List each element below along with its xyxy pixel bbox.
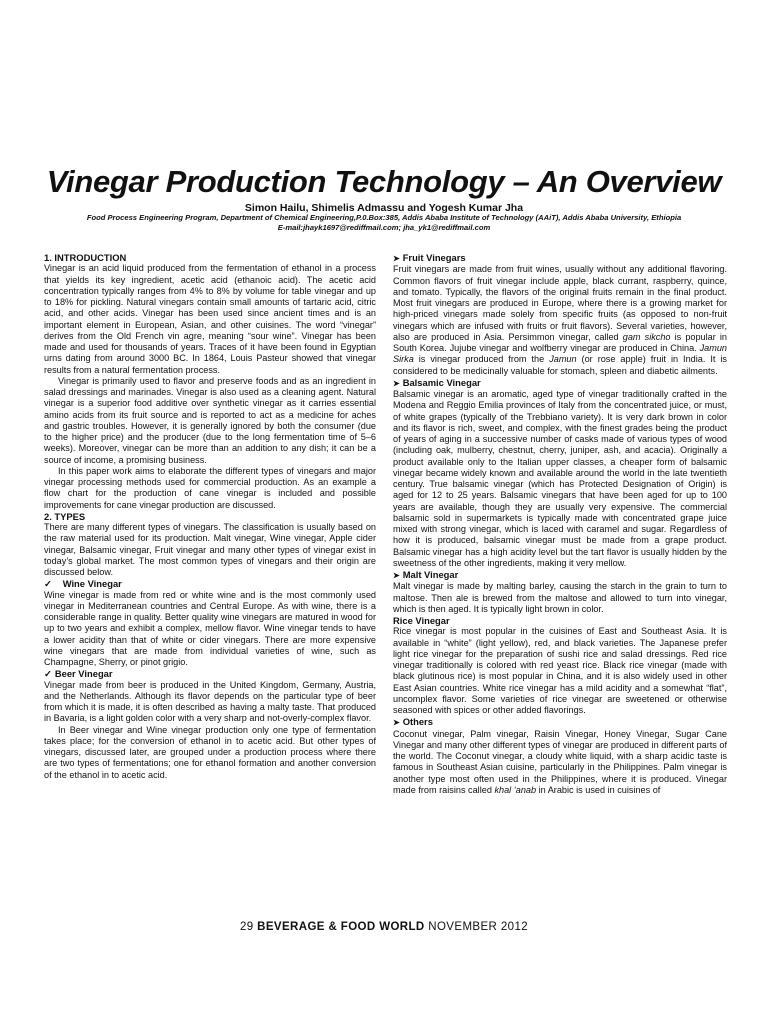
arrow-right-icon: ➤ — [393, 571, 400, 580]
balsamic-paragraph: Balsamic vinegar is an aromatic, aged type of vinegar traditionally crafted in the Modena and Reggio Emilia provinces of Italy from the concentrated juice, or must, of white grapes (typically of the Trebbiano variety). It is very dark brown in color and its flavor is rich, sweet, and complex, with the finest grades being the product of years of aging in a successive number of casks made of various types of wood (including oak, mulberry, chestnut, cherry, juniper, ash, and acacia). Originally a product available only to the Italian upper classes, a cheaper form of balsamic vinegar became widely known and available around the world in the late twentieth century. True balsamic vinegar (which has Protected Designation of Origin) is aged for 12 to 25 years. Balsamic vinegars that have been aged for up to 100 years are available, though they are usually very expensive. The commercial balsamic sold in supermarkets is typically made with concentrated grape juice mixed with strong vinegar, which is laced with caramel and sugar. Regardless of how it is produced, balsamic vinegar must be made from a grape product. Balsamic vinegar has a high acidity level but the tart flavor is usually hidden by the sweetness of the other ingredients, making it very mellow. — [393, 389, 727, 568]
italic-term: khal ‘anab — [494, 784, 537, 795]
checkmark-icon: ✓ — [44, 578, 52, 590]
issue-date: NOVEMBER 2012 — [428, 921, 529, 933]
page-footer — [0, 921, 768, 933]
text-run: in Arabic is used in cuisines of — [536, 784, 661, 795]
subheading-others — [393, 716, 727, 728]
checkmark-icon: ✓ — [44, 668, 52, 680]
section-heading-introduction: 1. INTRODUCTION — [44, 252, 127, 263]
fruit-paragraph — [393, 264, 727, 377]
subheading-label: Others — [402, 716, 433, 728]
subheading-label: Malt Vinegar — [402, 569, 459, 580]
subheading-label: Wine Vinegar — [62, 578, 122, 590]
arrow-right-icon: ➤ — [393, 718, 400, 728]
beer-paragraph-2: In Beer vinegar and Wine vinegar production only one type of fermentation takes place; for the conversion of ethanol in to acetic acid. But other types of vinegars, discussed later, are grouped under a production process where there are two types of fermentations; one for ethanol formation and another conversion of the ethanol in to acetic acid. — [44, 724, 376, 780]
section-heading-types: 2. TYPES — [44, 510, 86, 522]
italic-term: Jamun — [549, 354, 577, 365]
left-column — [44, 252, 376, 781]
beer-paragraph-1: Vinegar made from beer is produced in the United Kingdom, Germany, Austria, and the Netherlands. Although its flavor depends on the particular type of beer from which it is made, it is often described as having a malty taste. That produced in Bavaria, is a light golden color with a very sharp and not-overly-complex flavor. — [44, 679, 376, 724]
subheading-malt-vinegar — [393, 569, 727, 581]
text-run: is popular in South Korea. Jujube vinegar and wolfberry vinegar are produced in China. — [393, 331, 727, 353]
subheading-beer-vinegar — [44, 668, 376, 679]
text-run: is vinegar produced from the — [413, 354, 550, 365]
subheading-label: Balsamic Vinegar — [402, 376, 481, 388]
rice-paragraph: Rice vinegar is most popular in the cuisines of East and Southeast Asia. It is available in “white” (light yellow), red, and black varieties. The Japanese prefer light rice vinegar for the preparation of sushi rice and salad dressings. Red rice vinegar traditionally is colored with red yeast rice. Black rice vinegar (made with black glutinous rice) is most popular in China, and it is also widely used in other East Asian countries. White rice vinegar has a mild acidity and a somewhat “flat”, uncomplex flavor. Some varieties of rice vinegar are sweetened or otherwise seasoned with spices or other added flavorings. — [393, 626, 727, 715]
paper-title: Vinegar Production Technology – An Overview — [46, 164, 722, 199]
intro-paragraph-2: Vinegar is primarily used to flavor and preserve foods and as an ingredient in salad dressings and marinades. Vinegar is also used as a cleaning agent. Natural vinegar is a superior food additive over synthetic vinegar as it carries essential amino acids from its fruit source and is reported to act as a medicine for aches and gastric troubles. However, it is generally ignored by both the consumer (due to the higher price) and the producer (due to the long fermentation time of 5–6 weeks). Moreover, vinegar can be more than an addition to any dish; it can be a source of income, a promising business. — [44, 375, 376, 465]
affiliation: Food Process Engineering Program, Department of Chemical Engineering,P.0.Box:385, Addis Ababa Institute of Technology (AAiT), Addis Ababa University, Ethiopia — [86, 213, 682, 222]
affiliation-block — [30, 213, 738, 233]
others-paragraph — [393, 729, 727, 797]
text-run: Fruit vinegars are made from fruit wines, usually without any additional flavoring. Common flavors of fruit vinegar include apple, black currant, raspberry, quince, and tomato. Typically, the flavors of the original fruits remain in the final product. Most fruit vinegars are produced in Europe, where there is a growing market for high-priced vinegars made solely from specific fruits (as opposed to non-fruit vinegars which are infused with fruits or fruit flavors). Several varieties, however, also are produced in Asia. Persimmon vinegar, called — [393, 264, 727, 342]
intro-paragraph-3: In this paper work aims to elaborate the different types of vinegars and major vinegar processing methods used for commercial production. As an example a flow chart for the production of cane vinegar is included and possible improvements for cane vinegar production are discussed. — [44, 465, 376, 510]
authors: Simon Hailu, Shimelis Admassu and Yogesh Kumar Jha — [244, 202, 524, 214]
italic-term: Jamun Sirka — [393, 343, 727, 365]
wine-paragraph: Wine vinegar is made from red or white wine and is the most commonly used vinegar in Mediterranean countries and Central Europe. As with wine, there is a considerable range in quality. Better quality wine vinegars are matured in wood for up to two years and exhibit a complex, mellow flavor. Wine vinegar tends to have a lower acidity than that of white or cider vinegars. There are more expensive wine vinegars that are made from individual varieties of wine, such as Champagne, Sherry, or pinot grigio. — [44, 589, 376, 667]
arrow-right-icon: ➤ — [393, 378, 400, 388]
emails: E-mail:jhayk1697@rediffmail.com; jha_yk1@rediffmail.com — [277, 223, 491, 232]
subheading-rice-vinegar: Rice Vinegar — [393, 615, 450, 626]
intro-paragraph-1: Vinegar is an acid liquid produced from the fermentation of ethanol in a process that yields its key ingredient, acetic acid (ethanoic acid). The acetic acid concentration typically ranges from 4% to 8% by volume for table vinegar and up to 18% for pickling. Natural vinegars contain small amounts of tartaric acid, citric acid, and other acids. Vinegar has been used since ancient times and is an important element in European, Asian, and other cuisines. The word “vinegar” derives from the Old French vin agre, meaning “sour wine”. Vinegar has been made and used for thousands of years. Traces of it have been found in Egyptian urns dating from around 3000 BC. In 1864, Louis Pasteur showed that vinegar results from a natural fermentation process. — [44, 263, 376, 375]
italic-term: gam sikcho — [622, 331, 671, 342]
subheading-label: Beer Vinegar — [54, 668, 113, 680]
subheading-balsamic-vinegar — [393, 377, 727, 389]
subheading-label: Fruit Vinegars — [402, 252, 466, 263]
subheading-fruit-vinegars — [393, 252, 727, 264]
page-number: 29 — [239, 921, 254, 933]
text-run: Coconut vinegar, Palm vinegar, Raisin Vinegar, Honey Vinegar, Sugar Cane Vinegar and many other different types of vinegar are produced in different parts of the world. The Coconut vinegar, a cloudy white liquid, with a sharp acidic taste is famous in Southeast Asian cuisine, particularly in the Philippines. Palm vinegar is another type most often used in the Philippines, where it is produced. Vinegar made from raisins called — [393, 728, 727, 795]
malt-paragraph: Malt vinegar is made by malting barley, causing the starch in the grain to turn to maltose. Then ale is brewed from the maltose and allowed to turn into vinegar, which is then aged. It is typically light brown in color. — [393, 581, 727, 614]
arrow-right-icon: ➤ — [393, 254, 400, 263]
right-column — [393, 252, 727, 796]
publication-name: BEVERAGE & FOOD WORLD — [257, 921, 425, 933]
subheading-wine-vinegar — [44, 578, 376, 589]
types-paragraph: There are many different types of vinegars. The classification is usually based on the raw material used for its production. Malt vinegar, Wine vinegar, Apple cider vinegar, Balsamic vinegar, Fruit vinegar and many other types of vinegar exist in today’s global market. The most common types of vinegars and their origin are discussed below. — [44, 522, 376, 577]
text-run: (or rose apple) fruit in India. It is considered to be medicinally valuable for stomach, spleen and diabetic ailments. — [393, 354, 727, 376]
